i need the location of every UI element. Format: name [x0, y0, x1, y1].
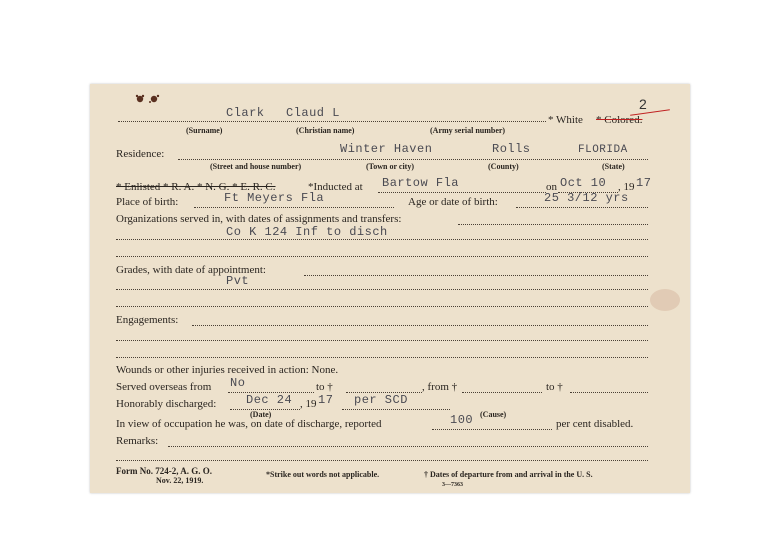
- residence-line: [178, 159, 648, 160]
- dagger-note: † Dates of departure from and arrival in the U. S.: [424, 470, 593, 479]
- age-value: 25 3/12 yrs: [544, 191, 629, 205]
- wounds-label: Wounds or other injuries received in action: None.: [116, 364, 339, 376]
- caption-town: (Town or city): [366, 162, 414, 171]
- caption-christian-name: (Christian name): [296, 126, 355, 135]
- remarks-line-2: [116, 460, 648, 461]
- caption-surname: (Surname): [186, 126, 223, 135]
- ink-blot-icon: [132, 90, 172, 108]
- residence-county: Rolls: [492, 142, 531, 156]
- organizations-line-1: [458, 224, 648, 225]
- discharged-year: 17: [318, 393, 334, 407]
- name-line: [118, 121, 546, 122]
- form-number: Form No. 724-2, A. G. O.: [116, 466, 212, 476]
- age-label: Age or date of birth:: [408, 196, 498, 208]
- overseas-from-value: No: [230, 376, 246, 390]
- ink-stamp-marks: [132, 90, 172, 113]
- form-date: Nov. 22, 1919.: [156, 476, 204, 485]
- birthplace-line: [194, 207, 394, 208]
- engagements-line-2: [116, 340, 648, 341]
- discharged-date: Dec 24: [246, 393, 293, 407]
- caption-county: (County): [488, 162, 519, 171]
- organizations-value: Co K 124 Inf to disch: [226, 225, 388, 239]
- caption-date: (Date): [250, 410, 272, 419]
- caption-state: (State): [602, 162, 625, 171]
- residence-label: Residence:: [116, 148, 165, 160]
- grades-label: Grades, with date of appointment:: [116, 264, 266, 276]
- remarks-line-1: [168, 446, 648, 447]
- stain-mark: [650, 289, 680, 311]
- grades-line-1: [304, 275, 648, 276]
- discharged-cause: per SCD: [354, 393, 408, 407]
- engagements-label: Engagements:: [116, 314, 179, 326]
- age-line: [516, 207, 648, 208]
- red-strike-mark: [630, 109, 670, 116]
- grades-value: Pvt: [226, 274, 250, 288]
- enlisted-struck-label: * Enlisted * R. A. * N. G. * E. R. C.: [116, 181, 276, 193]
- strike-note: *Strike out words not applicable.: [266, 470, 380, 479]
- inducted-place: Bartow Fla: [382, 176, 460, 190]
- discharged-cause-line: [342, 409, 450, 410]
- occupation-label: In view of occupation he was, on date of discharge, reported: [116, 418, 382, 430]
- birthplace-value: Ft Meyers Fla: [224, 191, 325, 205]
- overseas-from-2: , from †: [422, 381, 458, 393]
- grades-line-2: [116, 289, 648, 290]
- on-label: on: [546, 181, 557, 193]
- overseas-to-2: to †: [546, 381, 563, 393]
- discharged-label: Honorably discharged:: [116, 398, 217, 410]
- inducted-year-prefix: , 19: [618, 181, 635, 193]
- occupation-suffix: per cent disabled.: [556, 418, 634, 430]
- residence-town: Winter Haven: [340, 142, 433, 156]
- overseas-label: Served overseas from: [116, 381, 212, 393]
- disability-percent: 100: [450, 413, 474, 427]
- discharged-year-prefix: , 19: [300, 398, 317, 410]
- grades-line-3: [116, 306, 648, 307]
- print-code: 3—7363: [442, 482, 463, 488]
- white-label: * White: [548, 114, 583, 126]
- caption-cause: (Cause): [480, 410, 507, 419]
- inducted-year: 17: [636, 176, 652, 190]
- organizations-line-2: [116, 239, 648, 240]
- engagements-line-1: [192, 325, 648, 326]
- inducted-line: [378, 192, 546, 193]
- caption-serial-number: (Army serial number): [430, 126, 506, 135]
- colored-label: * Colored.: [596, 114, 643, 126]
- organizations-line-3: [116, 256, 648, 257]
- overseas-from-line-2: [462, 392, 542, 393]
- inducted-label: *Inducted at: [308, 181, 363, 193]
- christian-name-value: Claud L: [286, 106, 340, 120]
- birthplace-label: Place of birth:: [116, 196, 179, 208]
- remarks-label: Remarks:: [116, 435, 159, 447]
- residence-state: FLORIDA: [578, 144, 628, 156]
- service-record-card: [90, 84, 690, 493]
- engagements-line-3: [116, 357, 648, 358]
- overseas-to-line-2: [570, 392, 648, 393]
- card-number: 2: [639, 96, 647, 112]
- caption-street: (Street and house number): [210, 162, 302, 171]
- overseas-to-1: to †: [316, 381, 333, 393]
- surname-value: Clark: [226, 106, 265, 120]
- disability-line: [432, 429, 552, 430]
- inducted-date: Oct 10: [560, 176, 607, 190]
- organizations-label: Organizations served in, with dates of assignments and transfers:: [116, 213, 402, 225]
